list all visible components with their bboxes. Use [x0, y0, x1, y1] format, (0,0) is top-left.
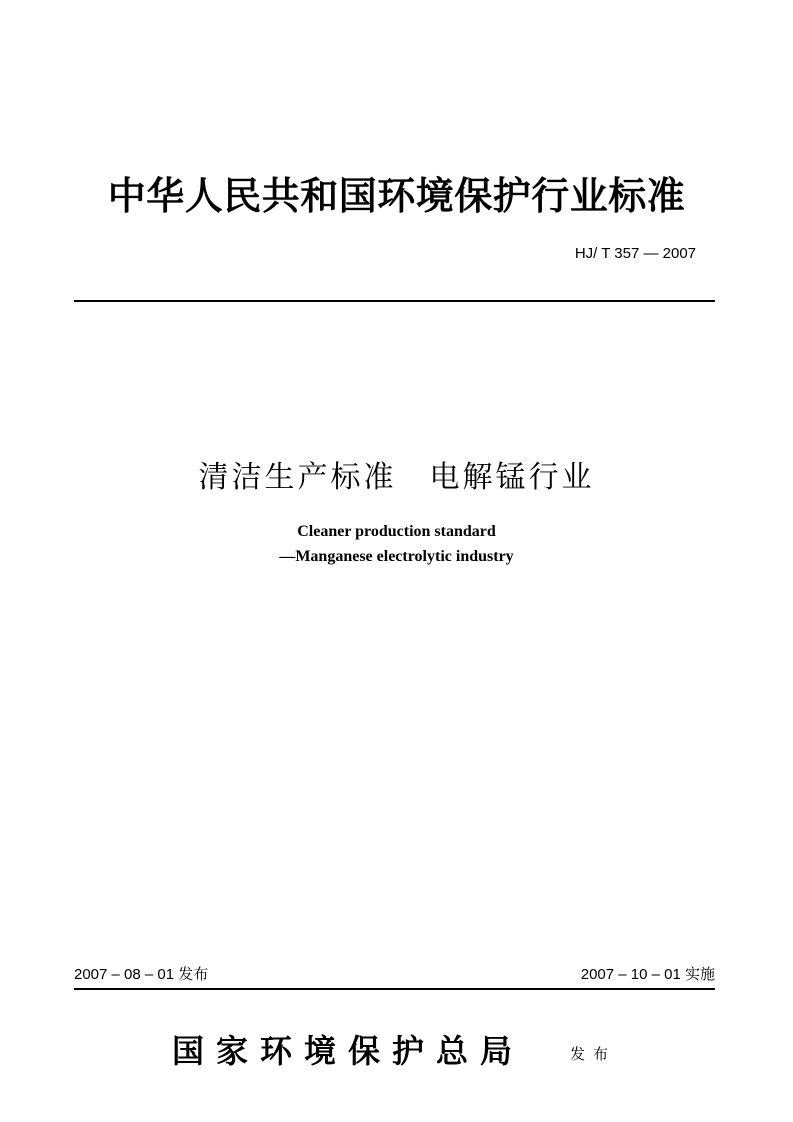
bottom-divider — [74, 988, 715, 990]
document-title-english-line2: —Manganese electrolytic industry — [279, 548, 514, 565]
issue-date: 2007 – 08 – 01 发布 — [74, 966, 209, 983]
document-title-english-line1: Cleaner production standard — [297, 523, 496, 540]
standard-number: HJ/ T 357 — 2007 — [574, 245, 696, 262]
implementation-date: 2007 – 10 – 01 实施 — [580, 966, 715, 983]
top-divider — [74, 300, 715, 302]
issuing-authority: 国家环境保护总局 — [172, 1032, 525, 1070]
issuer-action-label: 发布 — [570, 1045, 617, 1063]
document-title-chinese: 清洁生产标准 电解锰行业 — [198, 460, 595, 495]
standard-category-title: 中华人民共和国环境保护行业标准 — [107, 173, 686, 218]
